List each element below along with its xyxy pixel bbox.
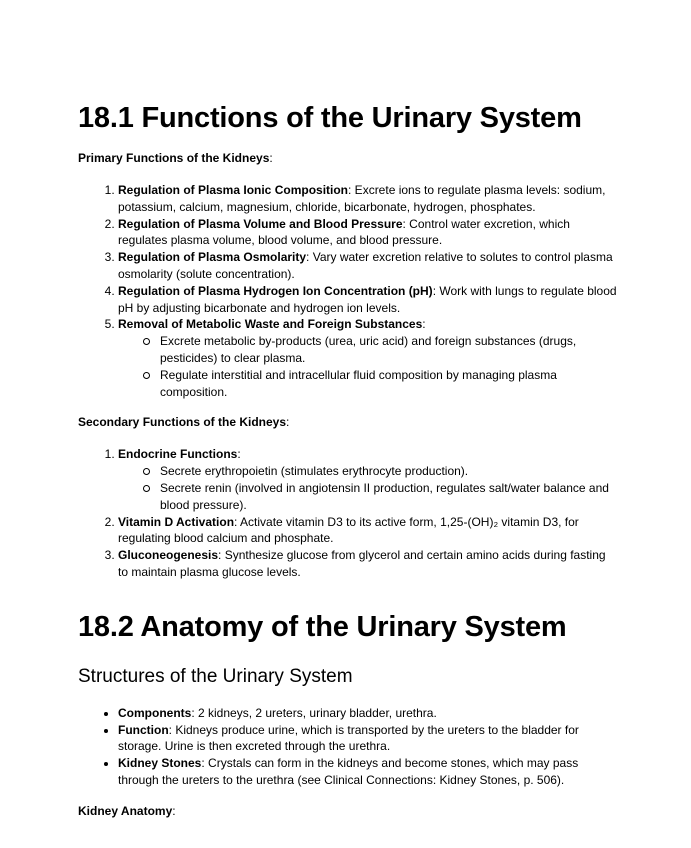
list-item: 3. Gluconeogenesis: Synthesize glucose from glycerol and certain amino acids during fasting to maintain plasma glucose levels. <box>118 547 618 581</box>
sub-list-item: Regulate interstitial and intracellular fluid composition by managing plasma composition. <box>160 367 618 401</box>
secondary-functions-heading: Secondary Functions of the Kidneys: <box>78 415 290 430</box>
sub-list <box>118 463 618 513</box>
secondary-functions-list <box>78 446 618 580</box>
list-item: • Components: 2 kidneys, 2 ureters, urinary bladder, urethra. <box>118 705 618 722</box>
list-item: 1. Regulation of Plasma Ionic Composition: Excrete ions to regulate plasma levels: sodium, potassium, calcium, magnesium, chloride, bicarbonate, hydrogen, phosphates. <box>118 182 618 216</box>
primary-functions-list <box>78 182 618 400</box>
section-2-title: 18.2 Anatomy of the Urinary System <box>78 610 567 643</box>
section-1-title: 18.1 Functions of the Urinary System <box>78 102 582 134</box>
list-item: 4. Regulation of Plasma Hydrogen Ion Concentration (pH): Work with lungs to regulate blood pH by adjusting bicarbonate and hydrogen ion levels. <box>118 283 618 317</box>
kidney-anatomy-heading: Kidney Anatomy: <box>78 803 176 818</box>
list-item: 5. Removal of Metabolic Waste and Foreign Substances: Excrete metabolic by-products (urea, uric acid) and foreign substances (drugs, pesticides) to clear plasma. Regulate interstitial and intracellular fluid composition by managing plasma composition. <box>118 316 618 400</box>
sub-list-item: Excrete metabolic by-products (urea, uric acid) and foreign substances (drugs, pesticides) to clear plasma. <box>160 333 618 367</box>
document-content <box>78 100 618 819</box>
structures-list <box>78 705 618 789</box>
list-item: • Kidney Stones: Crystals can form in the kidneys and become stones, which may pass through the ureters to the urethra (see Clinical Connections: Kidney Stones, p. 506). <box>118 755 618 789</box>
list-item: 2. Vitamin D Activation: Activate vitamin D3 to its active form, 1,25-(OH)₂ vitamin D3, for regulating blood calcium and phosphate. <box>118 514 618 548</box>
sub-list-item: Secrete renin (involved in angiotensin II production, regulates salt/water balance and blood pressure). <box>160 480 618 514</box>
list-item: 2. Regulation of Plasma Volume and Blood Pressure: Control water excretion, which regulates plasma volume, blood volume, and blood pressure. <box>118 216 618 250</box>
list-item: 1. Endocrine Functions: Secrete erythropoietin (stimulates erythrocyte production). Secrete renin (involved in angiotensin II production, regulates salt/water balance and blood pressure). <box>118 446 618 513</box>
list-item: 3. Regulation of Plasma Osmolarity: Vary water excretion relative to solutes to control plasma osmolarity (solute concentration). <box>118 249 618 283</box>
primary-functions-heading: Primary Functions of the Kidneys: <box>78 151 273 165</box>
section-2-subtitle: Structures of the Urinary System <box>78 665 353 687</box>
sub-list <box>118 333 618 400</box>
list-item: • Function: Kidneys produce urine, which is transported by the ureters to the bladder for storage. Urine is then excreted through the urethra. <box>118 722 618 756</box>
sub-list-item: Secrete erythropoietin (stimulates erythrocyte production). <box>160 463 618 480</box>
